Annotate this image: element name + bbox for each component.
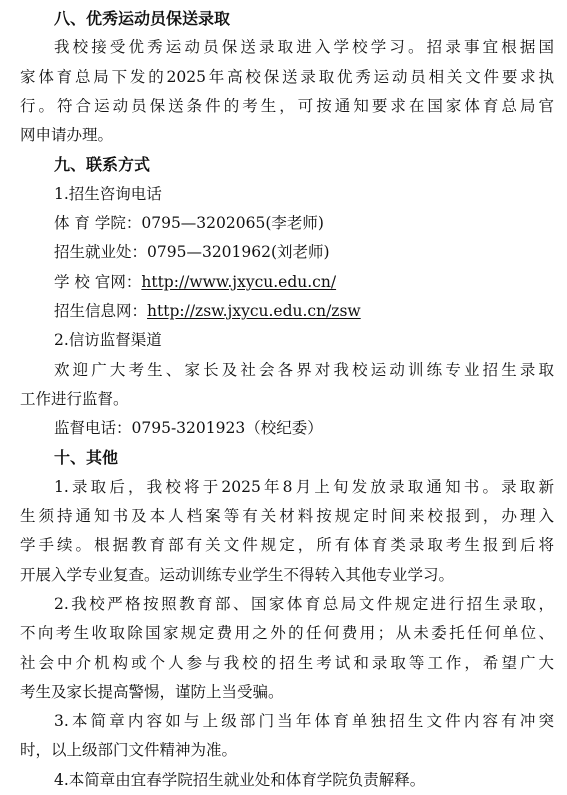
paragraph-line: 考生及家长提高警惕，谨防上当受骗。	[20, 682, 284, 701]
document-page	[20, 4, 554, 795]
subheading-supervision: 2.信访监督渠道	[54, 331, 162, 350]
school-website-link[interactable]: http://www.jxycu.edu.cn/	[141, 272, 337, 291]
paragraph-line: 家体育总局下发的2025年高校保送录取优秀运动员相关文件要求执	[20, 67, 554, 86]
paragraph-line: 工作进行监督。	[20, 389, 129, 408]
paragraph-line: 2.我校严格按照教育部、国家体育总局文件规定进行招生录取，	[54, 594, 554, 613]
paragraph-line: 社会中介机构或个人参与我校的招生考试和录取等工作，希望广大	[20, 653, 554, 672]
paragraph-line: 3.本简章内容如与上级部门当年体育单独招生文件内容有冲突	[54, 712, 554, 731]
contact-label: 学 校 官网：	[54, 272, 142, 291]
section-heading-8: 八、优秀运动员保送录取	[54, 9, 231, 28]
section-heading-9: 九、联系方式	[54, 155, 151, 175]
paragraph-line: 我校接受优秀运动员保送录取进入学校学习。招录事宜根据国	[54, 38, 554, 57]
section-heading-10: 十、其他	[54, 448, 119, 468]
contact-row	[20, 238, 554, 267]
paragraph-line: 行。符合运动员保送条件的考生，可按通知要求在国家体育总局官	[20, 96, 554, 115]
paragraph-line: 学手续。根据教育部有关文件规定，所有体育类录取考生报到后将	[20, 536, 554, 555]
contact-value: 0795—3202065(李老师)	[141, 214, 324, 233]
contact-value: 0795—3201962(刘老师)	[147, 243, 330, 262]
paragraph-line: 生须持通知书及本人档案等有关材料按规定时间来校报到，办理入	[20, 507, 554, 526]
paragraph-line: 网申请办理。	[20, 126, 114, 145]
paragraph-line: 开展入学专业复查。运动训练专业学生不得转入其他专业学习。	[20, 565, 455, 584]
contact-row	[20, 268, 554, 297]
paragraph-line: 不向考生收取除国家规定费用之外的任何费用；从未委托任何单位、	[20, 624, 554, 643]
paragraph-line: 欢迎广大考生、家长及社会各界对我校运动训练专业招生录取	[54, 360, 554, 379]
contact-label: 招生信息网：	[54, 301, 148, 320]
paragraph-line: 4.本简章由宜春学院招生就业处和体育学院负责解释。	[54, 770, 426, 789]
contact-label: 招生就业处：	[54, 243, 148, 262]
paragraph-line: 1.录取后，我校将于2025年8月上旬发放录取通知书。录取新	[54, 477, 554, 496]
contact-row	[20, 297, 554, 326]
contact-label: 体 育 学院：	[54, 214, 142, 233]
paragraph-line: 时，以上级部门文件精神为准。	[20, 741, 238, 760]
contact-row	[20, 209, 554, 238]
admissions-website-link[interactable]: http://zsw.jxycu.edu.cn/zsw	[147, 301, 361, 320]
subheading-phone: 1.招生咨询电话	[54, 184, 162, 203]
supervision-phone: 监督电话：0795-3201923（校纪委）	[54, 419, 323, 438]
